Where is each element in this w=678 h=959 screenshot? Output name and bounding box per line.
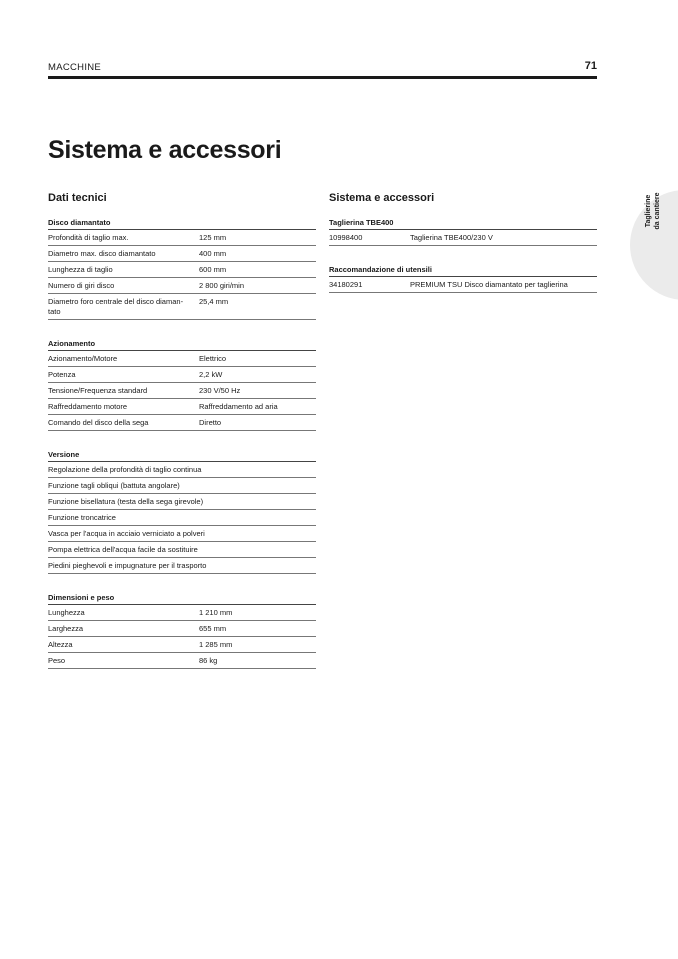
- spec-value: Diretto: [199, 418, 222, 427]
- spec-label: Tensione/Frequenza standard: [48, 386, 148, 395]
- spec-label: Lunghezza di taglio: [48, 265, 113, 274]
- spec-value: 600 mm: [199, 265, 227, 274]
- spec-value: Elettrico: [199, 354, 227, 363]
- technical-data-heading: Dati tecnici: [48, 192, 107, 204]
- page-title: Sistema e accessori: [48, 136, 282, 164]
- spec-group-drive: [48, 336, 316, 431]
- spec-row: [48, 294, 316, 320]
- header-rule: [48, 76, 597, 79]
- accessory-group-tools: [329, 262, 597, 293]
- spec-row: [48, 351, 316, 367]
- feature-row: [48, 494, 316, 510]
- feature-label: Funzione bisellatura (testa della sega girevole): [48, 497, 204, 506]
- spec-row: [48, 653, 316, 669]
- feature-row: [48, 478, 316, 494]
- spec-label: Altezza: [48, 640, 73, 649]
- spec-label: Potenza: [48, 370, 76, 379]
- accessory-group-machine: [329, 215, 597, 246]
- spec-row: [48, 605, 316, 621]
- accessory-row: [329, 277, 597, 293]
- spec-label: Comando del disco della sega: [48, 418, 149, 427]
- spec-label: Raffreddamento motore: [48, 402, 128, 411]
- feature-label: Regolazione della profondità di taglio continua: [48, 465, 202, 474]
- item-description: Taglierina TBE400/230 V: [410, 233, 493, 242]
- spec-label: Larghezza: [48, 624, 84, 633]
- spec-group-title: Disco diamantato: [48, 215, 316, 230]
- spec-label: Lunghezza: [48, 608, 85, 617]
- spec-label: Numero di giri disco: [48, 281, 115, 290]
- spec-value: Raffreddamento ad aria: [199, 402, 278, 411]
- spec-row: [48, 262, 316, 278]
- side-tab-line-1: Taglierine: [645, 194, 652, 228]
- spec-row: [48, 621, 316, 637]
- spec-row: [48, 246, 316, 262]
- feature-label: Pompa elettrica dell'acqua facile da sostituire: [48, 545, 198, 554]
- spec-group-title: Azionamento: [48, 336, 316, 351]
- spec-label: Azionamento/Motore: [48, 354, 118, 363]
- spec-value: 1 285 mm: [199, 640, 233, 649]
- feature-row: [48, 462, 316, 478]
- page-number: 71: [584, 60, 597, 72]
- accessories-column: [329, 191, 597, 309]
- item-number: 10998400: [329, 233, 363, 242]
- feature-row: [48, 542, 316, 558]
- spec-value: 1 210 mm: [199, 608, 233, 617]
- spec-label: Diametro max. disco diamantato: [48, 249, 156, 258]
- spec-row: [48, 637, 316, 653]
- feature-label: Piedini pieghevoli e impugnature per il trasporto: [48, 561, 207, 570]
- feature-label: Funzione tagli obliqui (battuta angolare): [48, 481, 180, 490]
- spec-group-dimensions: [48, 590, 316, 669]
- spec-label: Peso: [48, 656, 66, 665]
- spec-row: [48, 230, 316, 246]
- accessories-heading: Sistema e accessori: [329, 192, 435, 204]
- feature-row: [48, 558, 316, 574]
- accessory-row: [329, 230, 597, 246]
- technical-data-column: [48, 191, 316, 685]
- spec-group-title: Dimensioni e peso: [48, 590, 316, 605]
- accessory-group-title: Raccomandazione di utensili: [329, 262, 597, 277]
- spec-value: 2,2 kW: [199, 370, 223, 379]
- side-tab-label: [644, 176, 662, 246]
- spec-row: [48, 415, 316, 431]
- spec-row: [48, 367, 316, 383]
- spec-row: [48, 399, 316, 415]
- spec-value: 25,4 mm: [199, 297, 229, 306]
- spec-value: 230 V/50 Hz: [199, 386, 241, 395]
- item-number: 34180291: [329, 280, 363, 289]
- header-section: MACCHINE: [48, 62, 102, 73]
- item-description: PREMIUM TSU Disco diamantato per taglierina: [410, 280, 568, 289]
- feature-row: [48, 526, 316, 542]
- spec-group-title: Versione: [48, 447, 316, 462]
- spec-value: 400 mm: [199, 249, 227, 258]
- spec-row: [48, 278, 316, 294]
- spec-value: 86 kg: [199, 656, 218, 665]
- feature-label: Funzione troncatrice: [48, 513, 116, 522]
- spec-label: Profondità di taglio max.: [48, 233, 129, 242]
- spec-value: 655 mm: [199, 624, 227, 633]
- spec-value: 125 mm: [199, 233, 227, 242]
- spec-value: 2 800 giri/min: [199, 281, 245, 290]
- spec-row: [48, 383, 316, 399]
- feature-label: Vasca per l'acqua in acciaio verniciato a polveri: [48, 529, 205, 538]
- accessory-group-title: Taglierina TBE400: [329, 215, 597, 230]
- side-tab-line-2: da cantiere: [654, 192, 661, 230]
- feature-row: [48, 510, 316, 526]
- spec-group-disc: [48, 215, 316, 320]
- spec-label: Diametro foro centrale del disco diaman-tato: [48, 297, 184, 316]
- spec-group-version: [48, 447, 316, 574]
